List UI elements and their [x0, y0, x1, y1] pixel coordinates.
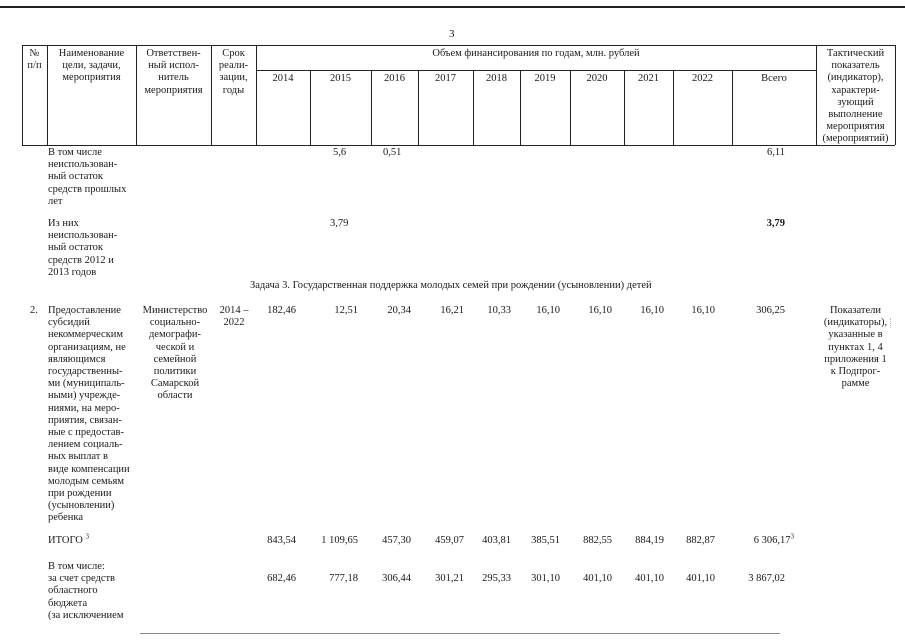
item2-2016: 20,34 — [387, 305, 411, 316]
header-total: Всего — [761, 73, 787, 84]
item2-2019: 16,10 — [536, 305, 560, 316]
page-number: 3 — [449, 28, 455, 40]
regional-2014: 682,46 — [267, 573, 296, 584]
item2-term: 2014 – 2022 — [219, 305, 249, 329]
header-year-2016: 2016 — [384, 73, 405, 84]
item2-2021: 16,10 — [640, 305, 664, 316]
row-unused-2016: 0,51 — [383, 147, 402, 158]
row-ofwhich-2015: 3,79 — [330, 218, 349, 229]
item2-2015: 12,51 — [334, 305, 358, 316]
header-year-2020: 2020 — [586, 73, 608, 84]
item2-total: 306,25 — [756, 305, 785, 316]
header-responsible: Ответствен- ный испол- нитель мероприятия — [144, 48, 203, 96]
header-indicator: Тактический показатель (индикатор), характери- зующий выполнение мероприятия (мероприятий) — [822, 48, 889, 145]
row-ofwhich-label: Из них неиспользован- ный остаток средств 2012 и 2013 годов — [48, 218, 118, 278]
regional-total: 3 867,02 — [748, 573, 785, 584]
bottom-rule — [140, 633, 780, 634]
itogo-2017: 459,07 — [435, 535, 464, 546]
item2-2018: 10,33 — [487, 305, 511, 316]
itogo-2021: 884,19 — [635, 535, 664, 546]
header-term: Срок реали- зации, годы — [218, 48, 249, 96]
itogo-2014: 843,54 — [267, 535, 296, 546]
regional-2021: 401,10 — [635, 573, 664, 584]
header-year-2022: 2022 — [692, 73, 713, 84]
regional-2022: 401,10 — [686, 573, 715, 584]
item2-name: Предоставление субсидий некоммерческим организациям, не являющимся государственны- ми (муниципаль- ными) учрежде- ниями, на меро- приятия, связан- ные с предостав- лением социаль- ных выплат в виде компенсации молодым семьям при рождении (усыновлении) ребенка — [48, 305, 130, 524]
scan-artifact — [890, 318, 899, 328]
itogo-2020: 882,55 — [583, 535, 612, 546]
itogo-total: 6 306,17$^3$ — [753, 532, 794, 546]
header-year-2019: 2019 — [534, 73, 556, 84]
itogo-2016: 457,30 — [382, 535, 411, 546]
itogo-2018: 403,81 — [482, 535, 511, 546]
regional-2016: 306,44 — [382, 573, 411, 584]
header-year-2014: 2014 — [272, 73, 294, 84]
item2-2017: 16,21 — [440, 305, 464, 316]
itogo-label: ИТОГО $^3$ — [48, 532, 89, 546]
header-year-2015: 2015 — [330, 73, 351, 84]
header-name: Наименование цели, задачи, мероприятия — [58, 48, 125, 84]
header-year-2018: 2018 — [486, 73, 507, 84]
item2-2020: 16,10 — [588, 305, 612, 316]
regional-2019: 301,10 — [531, 573, 560, 584]
header-num: № п/п — [27, 48, 42, 72]
itogo-2019: 385,51 — [531, 535, 560, 546]
item2-responsible: Министерство социально- демографи- ческой и семейной политики Самарской области — [142, 305, 208, 402]
header-funding: Объем финансирования по годам, млн. рублей — [432, 48, 640, 59]
item2-2014: 182,46 — [267, 305, 296, 316]
regional-2020: 401,10 — [583, 573, 612, 584]
task3-heading: Задача 3. Государственная поддержка молодых семей при рождении (усыновлении) детей — [250, 280, 652, 291]
item2-indicator: Показатели (индикаторы), указанные в пунктах 1, 4 приложения 1 к Подпрог- рамме — [823, 305, 888, 390]
row-unused-total: 6,11 — [767, 147, 785, 158]
row-ofwhich-total: 3,79 — [766, 218, 785, 229]
regional-2018: 295,33 — [482, 573, 511, 584]
regional-2015: 777,18 — [329, 573, 358, 584]
row-unused-label: В том числе неиспользован- ный остаток средств прошлых лет — [48, 147, 127, 207]
header-year-2021: 2021 — [638, 73, 659, 84]
itogo-2022: 882,87 — [686, 535, 715, 546]
itogo-2015: 1 109,65 — [321, 535, 358, 546]
regional-label: В том числе: за счет средств областного бюджета (за исключением — [48, 561, 124, 621]
item2-num: 2. — [30, 305, 38, 316]
item2-2022: 16,10 — [691, 305, 715, 316]
header-year-2017: 2017 — [435, 73, 456, 84]
row-unused-2015: 5,6 — [333, 147, 347, 158]
regional-2017: 301,21 — [435, 573, 464, 584]
